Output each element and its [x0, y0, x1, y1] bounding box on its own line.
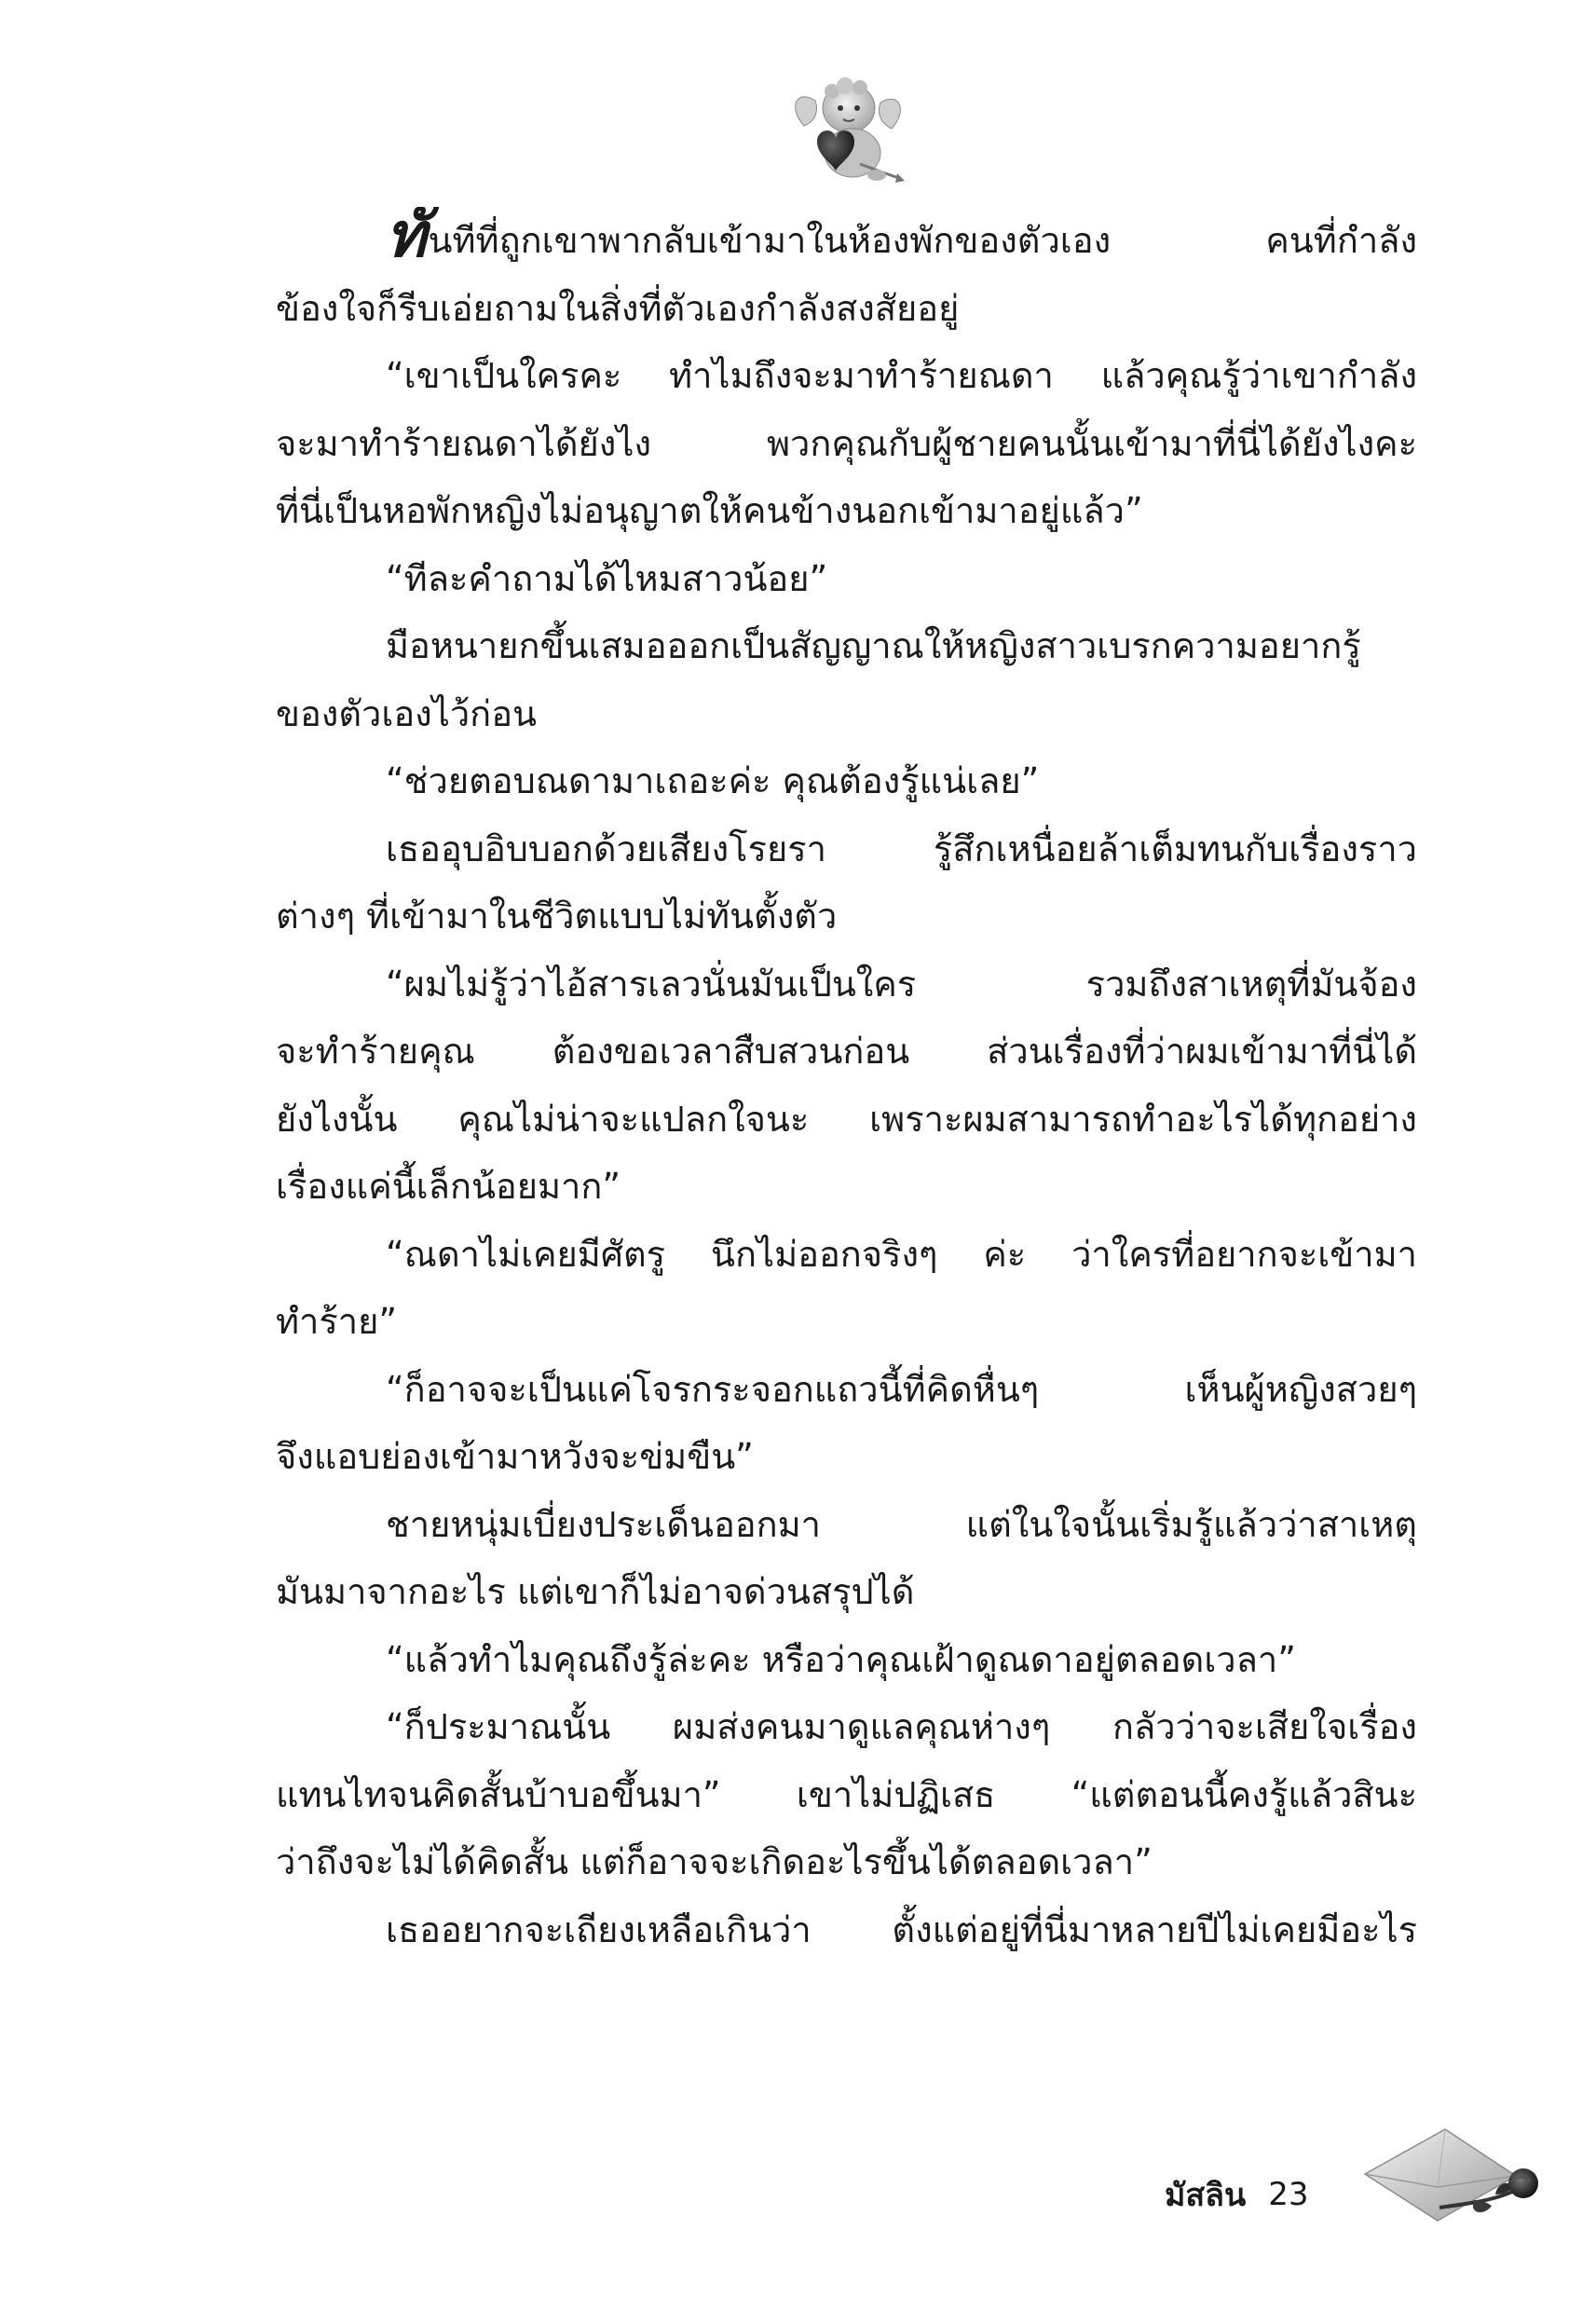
- text-line: [276, 410, 1417, 478]
- text-line-content: “ช่วยตอบณดามาเถอะค่ะ คุณต้องรู้แน่เลย”: [386, 760, 1040, 801]
- text-line: [276, 1896, 1417, 1964]
- text-line: [276, 1423, 1417, 1491]
- text-line: [276, 1288, 1417, 1356]
- text-line: [276, 1356, 1417, 1424]
- text-line: [276, 1761, 1417, 1829]
- text-line-content: ยังไงนั้น คุณไม่น่าจะแปลกใจนะ เพราะผมสามารถทำอะไรได้ทุกอย่าง: [276, 1098, 1417, 1140]
- text-line-content: “ก็อาจจะเป็นแค่โจรกระจอกแถวนี้ที่คิดหื่นๆ เห็นผู้หญิงสวยๆ: [386, 1368, 1417, 1410]
- text-line-content: ว่าถึงจะไม่ได้คิดสั้น แต่ก็อาจจะเกิดอะไรขึ้นได้ตลอดเวลา”: [276, 1841, 1153, 1882]
- text-line-content: เธออุบอิบบอกด้วยเสียงโรยรา รู้สึกเหนื่อยล้าเต็มทนกับเรื่องราว: [386, 827, 1417, 869]
- envelope-rose-ornament: [1356, 2111, 1542, 2250]
- text-line: [276, 342, 1417, 410]
- text-line-content: ทำร้าย”: [276, 1301, 398, 1342]
- text-line-content: นทีที่ถูกเขาพากลับเข้ามาในห้องพักของตัวเอง คนที่กำลัง: [428, 220, 1417, 261]
- text-line: [276, 1558, 1417, 1626]
- text-line: [276, 950, 1417, 1019]
- text-line-content: เรื่องแค่นี้เล็กน้อยมาก”: [276, 1166, 621, 1207]
- text-line-content: “เขาเป็นใครคะ ทำไมถึงจะมาทำร้ายณดา แล้วคุณรู้ว่าเขากำลัง: [386, 355, 1417, 396]
- text-line: [276, 680, 1417, 748]
- author-name: มัสลิน: [1165, 2177, 1247, 2214]
- text-line: [276, 815, 1417, 883]
- text-line-content: ต่างๆ ที่เข้ามาในชีวิตแบบไม่ทันตั้งตัว: [276, 896, 838, 937]
- text-line-content: ข้องใจก็รีบเอ่ยถามในสิ่งที่ตัวเองกำลังสงสัยอยู่: [276, 287, 960, 329]
- text-line: [276, 1693, 1417, 1761]
- text-line: [276, 1491, 1417, 1559]
- text-line-content: มือหนายกขึ้นเสมอออกเป็นสัญญาณให้หญิงสาวเบรกความอยากรู้: [386, 625, 1361, 666]
- text-line-content: “ผมไม่รู้ว่าไอ้สารเลวนั่นมันเป็นใคร รวมถึงสาเหตุที่มันจ้อง: [386, 963, 1417, 1005]
- text-line-content: จะทำร้ายคุณ ต้องขอเวลาสืบสวนก่อน ส่วนเรื่องที่ว่าผมเข้ามาที่นี่ได้: [276, 1031, 1417, 1072]
- text-line: [276, 612, 1417, 680]
- text-line: [276, 1018, 1417, 1086]
- text-line-content: ของตัวเองไว้ก่อน: [276, 692, 537, 734]
- text-line: [276, 275, 1417, 343]
- text-line: [276, 1086, 1417, 1154]
- text-line-content: “ณดาไม่เคยมีศัตรู นึกไม่ออกจริงๆ ค่ะ ว่าใครที่อยากจะเข้ามา: [386, 1233, 1417, 1275]
- text-line-content: ชายหนุ่มเบี่ยงประเด็นออกมา แต่ในใจนั้นเริ่มรู้แล้วว่าสาเหตุ: [386, 1503, 1417, 1545]
- text-line-content: จึงแอบย่องเข้ามาหวังจะข่มขืน”: [276, 1436, 754, 1477]
- drop-cap: ทั: [386, 207, 427, 271]
- text-line: [276, 1153, 1417, 1221]
- text-line: [276, 1221, 1417, 1289]
- text-line-content: “แล้วทำไมคุณถึงรู้ล่ะคะ หรือว่าคุณเฝ้าดูณดาอยู่ตลอดเวลา”: [386, 1638, 1296, 1680]
- text-line-content: “ก็ประมาณนั้น ผมส่งคนมาดูแลคุณห่างๆ กลัวว่าจะเสียใจเรื่อง: [386, 1706, 1417, 1747]
- text-line: [276, 545, 1417, 613]
- text-line-content: เธออยากจะเถียงเหลือเกินว่า ตั้งแต่อยู่ที่นี่มาหลายปีไม่เคยมีอะไร: [386, 1908, 1417, 1950]
- body-text: [276, 207, 1417, 1963]
- text-line: [276, 477, 1417, 545]
- text-line-content: แทนไทจนคิดสั้นบ้าบอขึ้นมา” เขาไม่ปฏิเสธ “แต่ตอนนี้คงรู้แล้วสินะ: [276, 1773, 1417, 1815]
- text-line: [276, 1626, 1417, 1694]
- text-line-content: “ทีละคำถามได้ไหมสาวน้อย”: [386, 557, 828, 599]
- text-line-content: ที่นี่เป็นหอพักหญิงไม่อนุญาตให้คนข้างนอกเข้ามาอยู่แล้ว”: [276, 490, 1143, 531]
- page-footer: [1165, 2167, 1309, 2222]
- text-line: [276, 207, 1417, 275]
- text-line-content: มันมาจากอะไร แต่เขาก็ไม่อาจด่วนสรุปได้: [276, 1571, 915, 1612]
- cherub-heart-ornament: [787, 75, 908, 186]
- page-number: 23: [1268, 2176, 1309, 2213]
- text-line: [276, 882, 1417, 950]
- text-line-content: จะมาทำร้ายณดาได้ยังไง พวกคุณกับผู้ชายคนนั้นเข้ามาที่นี่ได้ยังไงคะ: [276, 422, 1417, 464]
- text-line: [276, 747, 1417, 815]
- text-line: [276, 1828, 1417, 1896]
